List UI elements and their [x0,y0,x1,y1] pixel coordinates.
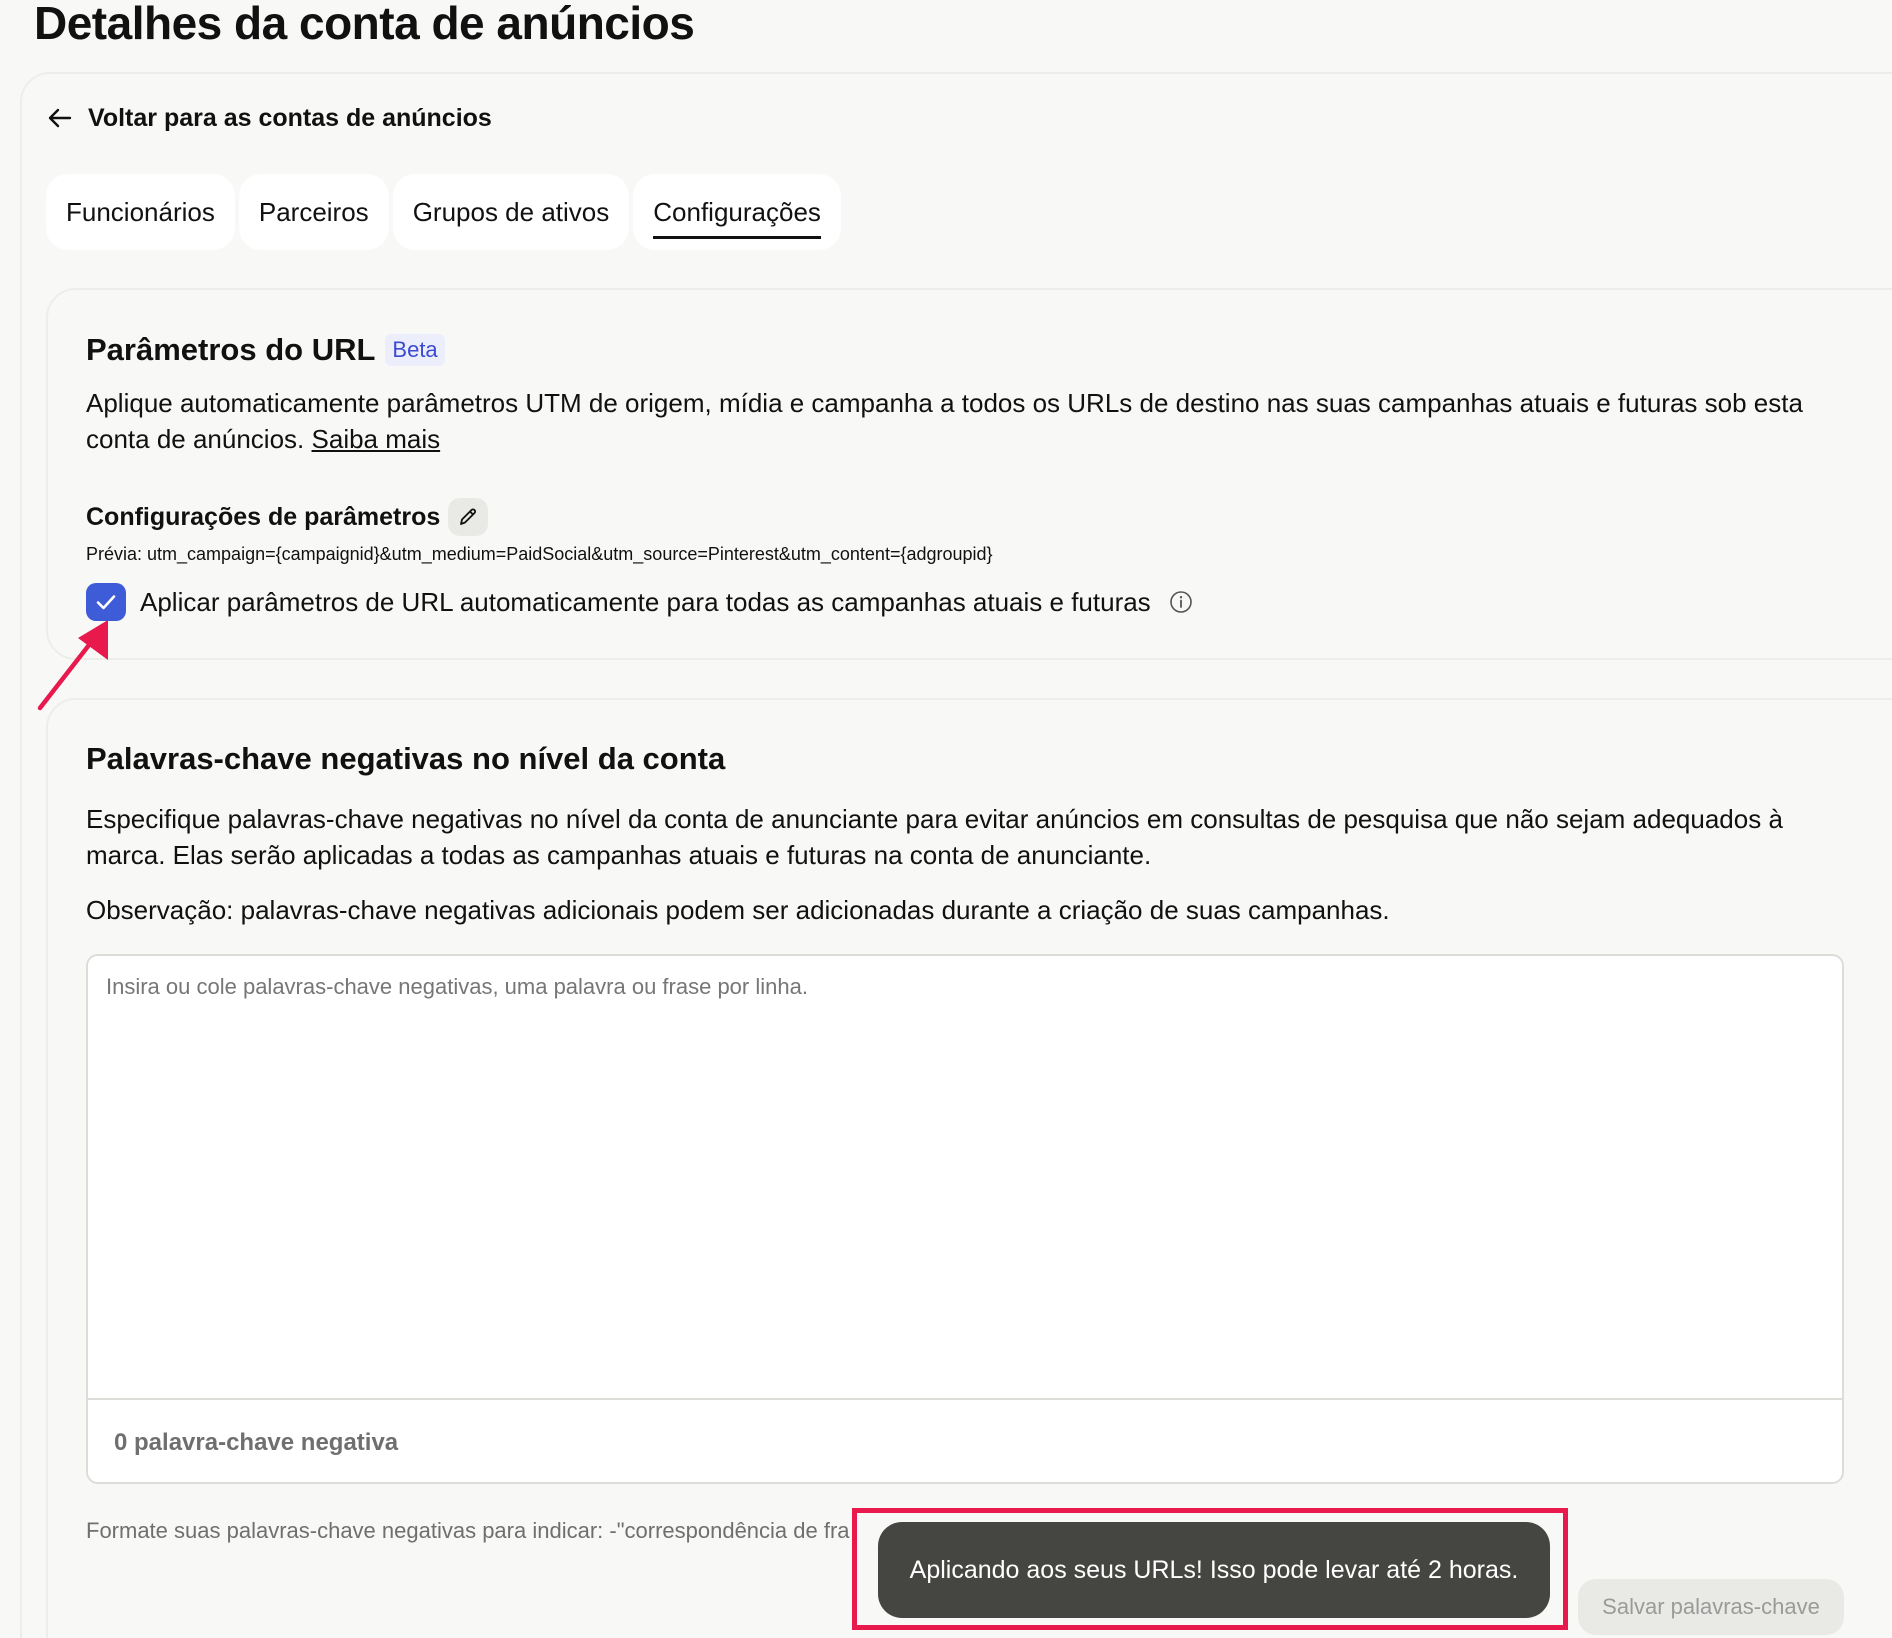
info-icon[interactable] [1169,590,1193,614]
save-keywords-button[interactable]: Salvar palavras-chave [1578,1579,1844,1635]
page-title: Detalhes da conta de anúncios [34,0,695,49]
back-link-label: Voltar para as contas de anúncios [88,103,492,132]
auto-apply-label: Aplicar parâmetros de URL automaticamente para todas as campanhas atuais e futuras [140,586,1151,617]
tab-asset-groups-label: Grupos de ativos [412,196,610,227]
negative-keywords-editor [86,954,1844,1484]
annotation-arrow [34,612,124,712]
tab-bar [46,174,841,250]
format-hint: Formate suas palavras-chave negativas para indicar: -"correspondência de fra [86,1518,850,1543]
negative-keywords-input[interactable] [88,956,1842,1398]
tab-employees[interactable] [46,174,235,250]
tab-asset-groups[interactable] [393,174,630,250]
url-parameters-description [86,385,1846,457]
pencil-icon [457,506,479,528]
tab-employees-label: Funcionários [66,196,215,227]
negative-keywords-title: Palavras-chave negativas no nível da conta [86,741,726,776]
toast-message: Aplicando aos seus URLs! Isso pode levar até 2 horas. [909,1555,1519,1584]
negative-keywords-description: Especifique palavras-chave negativas no nível da conta de anunciante para evitar anúncios em consultas de pesquisa que não sejam adequados à marca. Elas serão aplicadas a todas as campanhas atuais e futuras na conta de anunciante. [86,804,1783,870]
url-parameters-title-text: Parâmetros do URL [86,332,376,367]
tab-partners-label: Parceiros [258,196,369,227]
negative-keywords-count: 0 palavra-chave negativa [114,1429,399,1456]
learn-more-link[interactable]: Saiba mais [311,424,441,454]
url-preview: Prévia: utm_campaign={campaignid}&utm_medium=PaidSocial&utm_source=Pinterest&utm_content={adgroupid} [86,544,993,564]
parameter-settings-header [86,498,488,536]
tab-partners[interactable] [239,174,389,250]
annotation-highlight-box [852,1508,1568,1630]
arrow-left-icon [46,104,74,132]
parameter-settings-label: Configurações de parâmetros [86,502,441,531]
url-parameters-description-text: Aplique automaticamente parâmetros UTM de origem, mídia e campanha a todos os URLs de destino nas suas campanhas atuais e futuras sob esta conta de anúncios. [86,388,1803,454]
auto-apply-row [86,583,1193,621]
url-parameters-title [86,332,445,368]
negative-keywords-footer [88,1398,1842,1484]
beta-badge: Beta [385,334,444,366]
back-to-ad-accounts-link[interactable] [46,100,492,136]
edit-parameters-button[interactable] [448,498,488,536]
tab-settings[interactable] [633,174,841,250]
tab-settings-label: Configurações [653,197,821,239]
negative-keywords-note: Observação: palavras-chave negativas adicionais podem ser adicionadas durante a criação de suas campanhas. [86,895,1390,925]
